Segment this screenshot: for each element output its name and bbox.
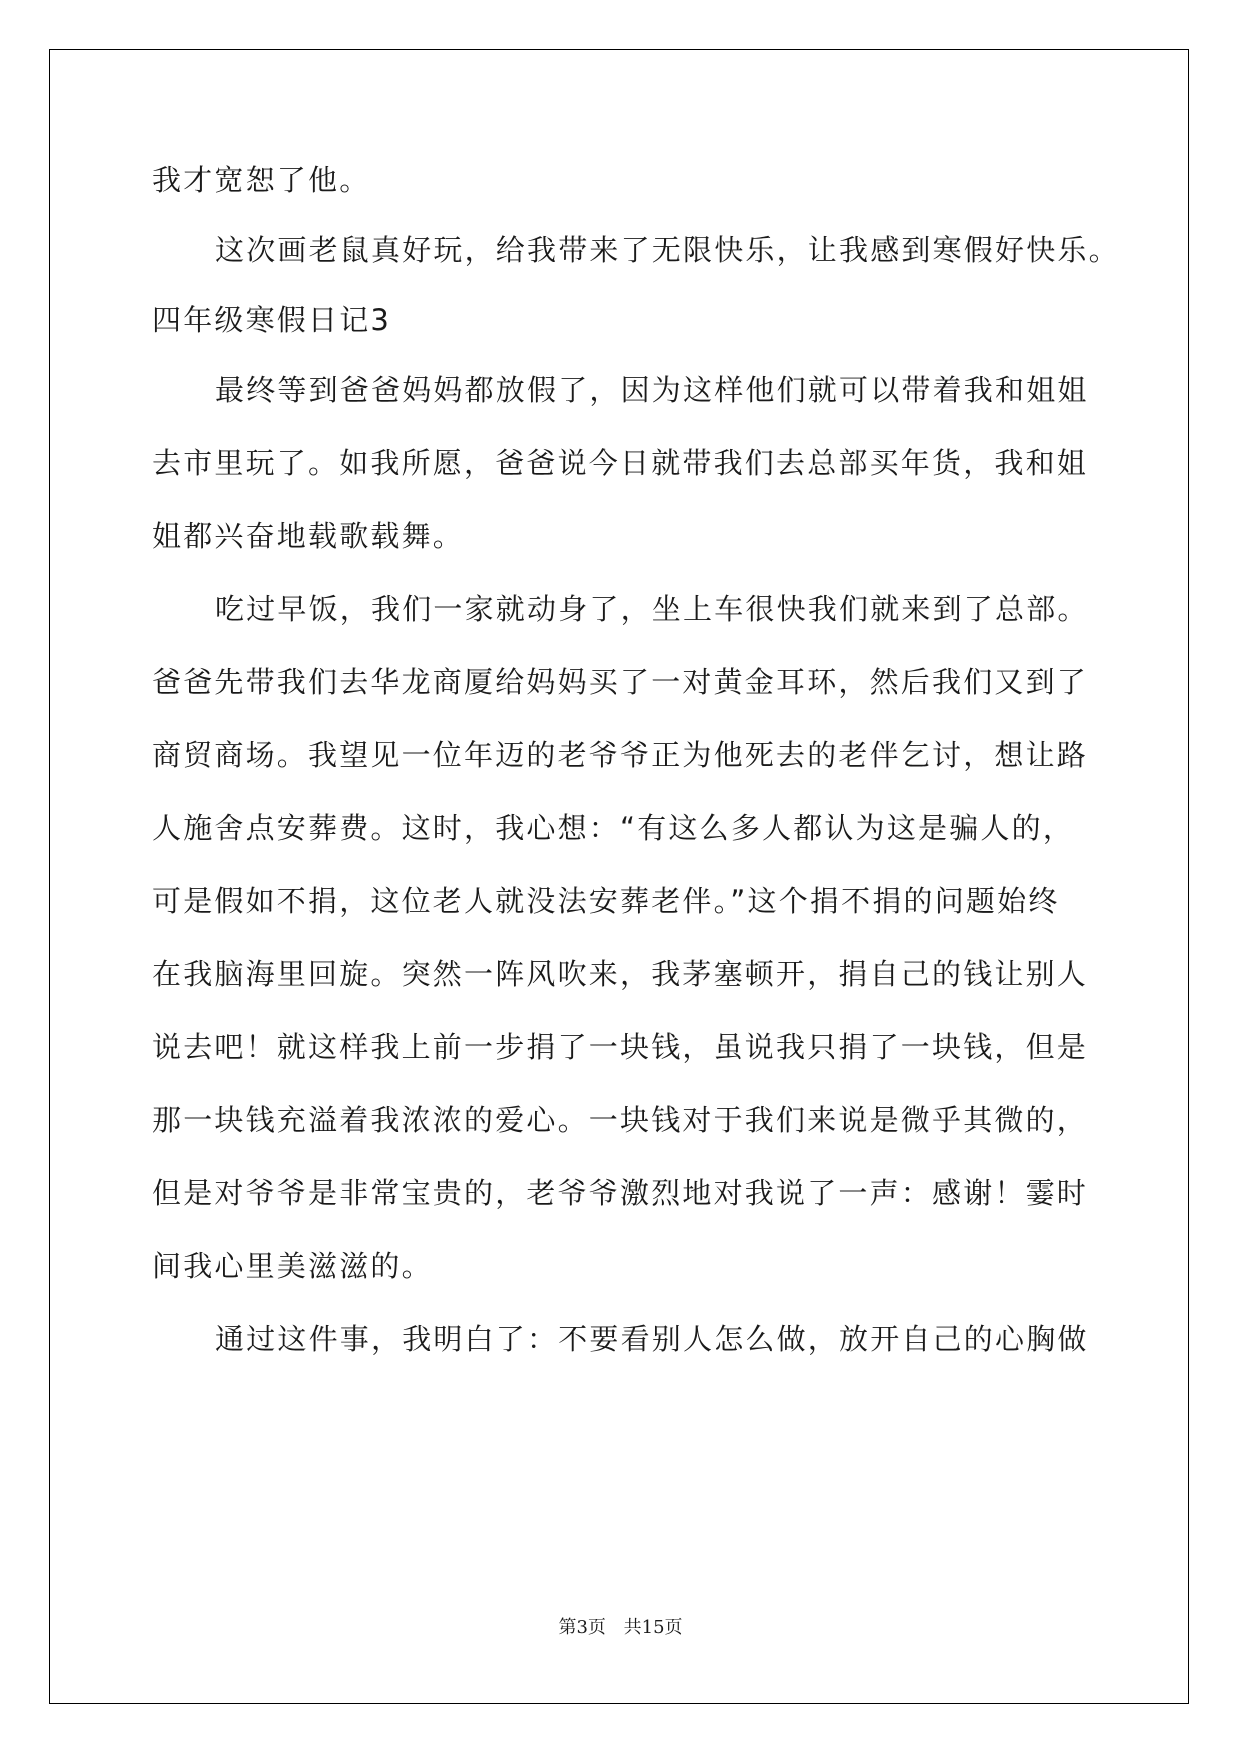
text-line: 吃过早饭，我们一家就动身了，坐上车很快我们就来到了总部。 <box>215 592 1089 626</box>
text-line: 说去吧！就这样我上前一步捐了一块钱，虽说我只捐了一块钱，但是 <box>152 1030 1089 1064</box>
text-line: 姐都兴奋地载歌载舞。 <box>152 519 465 553</box>
text-line: 人施舍点安葬费。这时，我心想：“有这么多人都认为这是骗人的， <box>152 811 1075 845</box>
text-line: 在我脑海里回旋。突然一阵风吹来，我茅塞顿开，捐自己的钱让别人 <box>152 957 1089 991</box>
text-line: 间我心里美滋滋的。 <box>152 1249 433 1283</box>
text-line: 去市里玩了。如我所愿，爸爸说今日就带我们去总部买年货，我和姐 <box>152 446 1089 480</box>
page-number: 第3页 <box>558 1617 606 1638</box>
text-line: 我才宽恕了他。 <box>152 163 371 197</box>
text-line: 这次画老鼠真好玩，给我带来了无限快乐，让我感到寒假好快乐。 <box>215 233 1120 267</box>
text-line: 爸爸先带我们去华龙商厦给妈妈买了一对黄金耳环，然后我们又到了 <box>152 665 1089 699</box>
text-line: 但是对爷爷是非常宝贵的，老爷爷激烈地对我说了一声：感谢！霎时 <box>152 1176 1089 1210</box>
page-footer <box>0 1613 1241 1639</box>
text-line: 通过这件事，我明白了：不要看别人怎么做，放开自己的心胸做 <box>215 1322 1089 1356</box>
page-border <box>49 49 1189 1704</box>
text-line: 最终等到爸爸妈妈都放假了，因为这样他们就可以带着我和姐姐 <box>215 373 1089 407</box>
text-line: 商贸商场。我望见一位年迈的老爷爷正为他死去的老伴乞讨，想让路 <box>152 738 1089 772</box>
text-line: 可是假如不捐，这位老人就没法安葬老伴。”这个捐不捐的问题始终 <box>152 884 1060 918</box>
page-total: 共15页 <box>623 1617 683 1638</box>
section-heading: 四年级寒假日记3 <box>152 303 392 337</box>
text-line: 那一块钱充溢着我浓浓的爱心。一块钱对于我们来说是微乎其微的， <box>152 1103 1089 1137</box>
